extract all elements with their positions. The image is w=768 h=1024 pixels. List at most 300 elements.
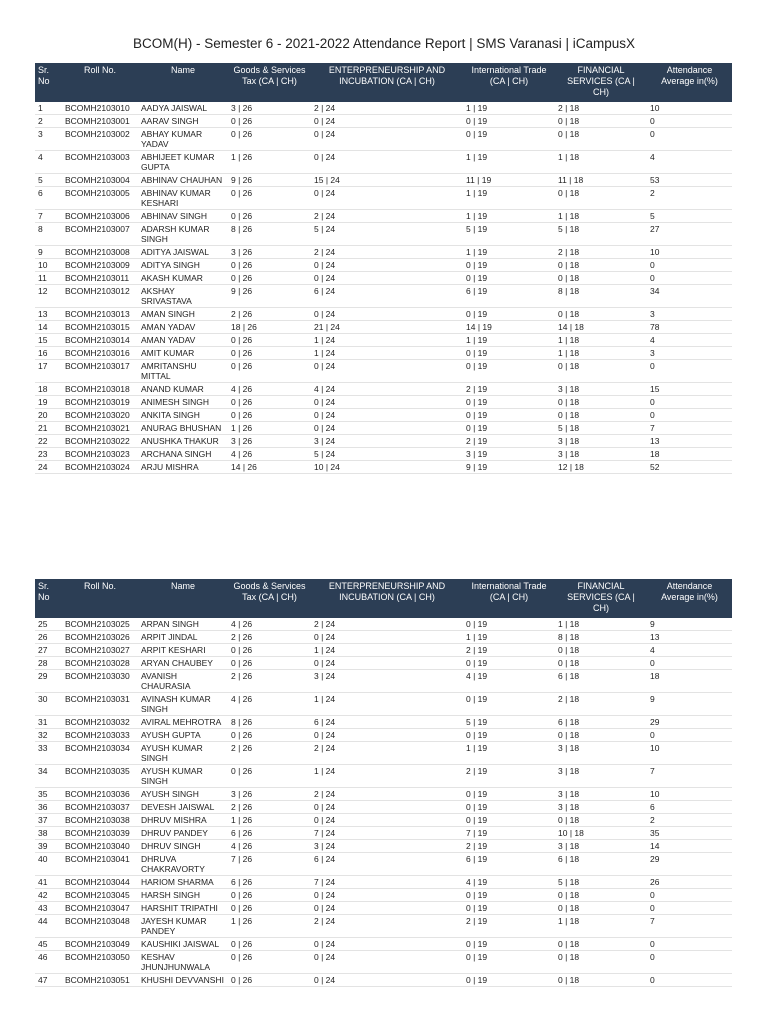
cell-attendance-average: 15 — [647, 383, 732, 396]
cell-roll-no: BCOMH2103038 — [62, 814, 138, 827]
cell-entrepreneurship: 0 | 24 — [311, 814, 463, 827]
cell-roll-no: BCOMH2103035 — [62, 765, 138, 788]
cell-sr-no: 32 — [35, 729, 62, 742]
cell-financial-services: 6 | 18 — [555, 853, 647, 876]
cell-international-trade: 3 | 19 — [463, 448, 555, 461]
cell-sr-no: 11 — [35, 272, 62, 285]
cell-roll-no: BCOMH2103004 — [62, 174, 138, 187]
cell-international-trade: 6 | 19 — [463, 853, 555, 876]
cell-financial-services: 1 | 18 — [555, 334, 647, 347]
cell-entrepreneurship: 3 | 24 — [311, 670, 463, 693]
table-row — [35, 814, 732, 827]
cell-international-trade: 0 | 19 — [463, 259, 555, 272]
cell-financial-services: 3 | 18 — [555, 435, 647, 448]
cell-financial-services: 0 | 18 — [555, 187, 647, 210]
cell-financial-services: 6 | 18 — [555, 670, 647, 693]
cell-financial-services: 14 | 18 — [555, 321, 647, 334]
cell-international-trade: 0 | 19 — [463, 729, 555, 742]
cell-attendance-average: 7 — [647, 915, 732, 938]
cell-roll-no: BCOMH2103017 — [62, 360, 138, 383]
cell-gst: 2 | 26 — [228, 631, 311, 644]
cell-roll-no: BCOMH2103011 — [62, 272, 138, 285]
cell-attendance-average: 6 — [647, 801, 732, 814]
table-row — [35, 951, 732, 974]
report-title: BCOM(H) - Semester 6 - 2021-2022 Attendance Report | SMS Varanasi | iCampusX — [133, 36, 635, 51]
cell-name: ARCHANA SINGH — [138, 448, 228, 461]
cell-international-trade: 0 | 19 — [463, 409, 555, 422]
cell-sr-no: 16 — [35, 347, 62, 360]
cell-financial-services: 0 | 18 — [555, 128, 647, 151]
cell-gst: 8 | 26 — [228, 223, 311, 246]
header-international-trade: International Trade (CA | CH) — [463, 63, 555, 102]
cell-roll-no: BCOMH2103015 — [62, 321, 138, 334]
header-international-trade: International Trade (CA | CH) — [463, 579, 555, 618]
cell-roll-no: BCOMH2103003 — [62, 151, 138, 174]
table-header-row — [35, 579, 732, 618]
table-row — [35, 187, 732, 210]
table-body — [35, 102, 732, 474]
cell-international-trade: 0 | 19 — [463, 889, 555, 902]
cell-attendance-average: 7 — [647, 422, 732, 435]
cell-gst: 1 | 26 — [228, 151, 311, 174]
table-row — [35, 657, 732, 670]
cell-roll-no: BCOMH2103033 — [62, 729, 138, 742]
table-row — [35, 409, 732, 422]
header-attendance-average: Attendance Average in(%) — [647, 579, 732, 618]
cell-sr-no: 12 — [35, 285, 62, 308]
cell-name: ANUSHKA THAKUR — [138, 435, 228, 448]
cell-entrepreneurship: 0 | 24 — [311, 409, 463, 422]
cell-entrepreneurship: 0 | 24 — [311, 889, 463, 902]
cell-name: ADITYA SINGH — [138, 259, 228, 272]
cell-gst: 3 | 26 — [228, 788, 311, 801]
cell-sr-no: 14 — [35, 321, 62, 334]
cell-entrepreneurship: 0 | 24 — [311, 128, 463, 151]
cell-attendance-average: 0 — [647, 938, 732, 951]
cell-name: ADARSH KUMAR SINGH — [138, 223, 228, 246]
cell-sr-no: 39 — [35, 840, 62, 853]
cell-name: HARSHIT TRIPATHI — [138, 902, 228, 915]
cell-entrepreneurship: 0 | 24 — [311, 259, 463, 272]
cell-international-trade: 0 | 19 — [463, 788, 555, 801]
table-row — [35, 128, 732, 151]
header-roll-no: Roll No. — [62, 63, 138, 102]
cell-international-trade: 0 | 19 — [463, 974, 555, 987]
cell-sr-no: 13 — [35, 308, 62, 321]
cell-attendance-average: 27 — [647, 223, 732, 246]
cell-roll-no: BCOMH2103023 — [62, 448, 138, 461]
cell-roll-no: BCOMH2103002 — [62, 128, 138, 151]
cell-gst: 3 | 26 — [228, 435, 311, 448]
cell-gst: 2 | 26 — [228, 742, 311, 765]
cell-financial-services: 0 | 18 — [555, 938, 647, 951]
table-row — [35, 644, 732, 657]
cell-international-trade: 2 | 19 — [463, 765, 555, 788]
cell-entrepreneurship: 0 | 24 — [311, 396, 463, 409]
cell-entrepreneurship: 0 | 24 — [311, 422, 463, 435]
header-financial-services: FINANCIAL SERVICES (CA | CH) — [555, 579, 647, 618]
cell-gst: 0 | 26 — [228, 729, 311, 742]
table-row — [35, 461, 732, 474]
cell-financial-services: 0 | 18 — [555, 259, 647, 272]
cell-attendance-average: 13 — [647, 435, 732, 448]
cell-roll-no: BCOMH2103051 — [62, 974, 138, 987]
table-row — [35, 853, 732, 876]
cell-gst: 3 | 26 — [228, 102, 311, 115]
cell-gst: 1 | 26 — [228, 422, 311, 435]
cell-international-trade: 0 | 19 — [463, 422, 555, 435]
table-row — [35, 618, 732, 631]
cell-international-trade: 1 | 19 — [463, 334, 555, 347]
cell-financial-services: 3 | 18 — [555, 840, 647, 853]
cell-sr-no: 9 — [35, 246, 62, 259]
cell-international-trade: 0 | 19 — [463, 115, 555, 128]
cell-name: AMAN SINGH — [138, 308, 228, 321]
cell-gst: 6 | 26 — [228, 876, 311, 889]
cell-attendance-average: 0 — [647, 396, 732, 409]
cell-roll-no: BCOMH2103047 — [62, 902, 138, 915]
header-entrepreneurship: ENTERPRENEURSHIP AND INCUBATION (CA | CH) — [311, 579, 463, 618]
cell-attendance-average: 34 — [647, 285, 732, 308]
cell-entrepreneurship: 2 | 24 — [311, 915, 463, 938]
cell-sr-no: 37 — [35, 814, 62, 827]
cell-entrepreneurship: 1 | 24 — [311, 765, 463, 788]
cell-roll-no: BCOMH2103050 — [62, 951, 138, 974]
cell-roll-no: BCOMH2103040 — [62, 840, 138, 853]
cell-roll-no: BCOMH2103045 — [62, 889, 138, 902]
cell-international-trade: 2 | 19 — [463, 644, 555, 657]
cell-attendance-average: 14 — [647, 840, 732, 853]
cell-attendance-average: 3 — [647, 347, 732, 360]
cell-sr-no: 42 — [35, 889, 62, 902]
cell-financial-services: 3 | 18 — [555, 801, 647, 814]
cell-sr-no: 45 — [35, 938, 62, 951]
cell-entrepreneurship: 0 | 24 — [311, 115, 463, 128]
table-row — [35, 259, 732, 272]
cell-attendance-average: 0 — [647, 951, 732, 974]
cell-financial-services: 0 | 18 — [555, 974, 647, 987]
cell-international-trade: 0 | 19 — [463, 347, 555, 360]
cell-gst: 0 | 26 — [228, 657, 311, 670]
table-row — [35, 360, 732, 383]
cell-financial-services: 0 | 18 — [555, 396, 647, 409]
cell-attendance-average: 4 — [647, 644, 732, 657]
header-attendance-average: Attendance Average in(%) — [647, 63, 732, 102]
cell-sr-no: 47 — [35, 974, 62, 987]
cell-international-trade: 0 | 19 — [463, 618, 555, 631]
cell-financial-services: 1 | 18 — [555, 347, 647, 360]
cell-roll-no: BCOMH2103020 — [62, 409, 138, 422]
cell-gst: 6 | 26 — [228, 827, 311, 840]
table-row — [35, 272, 732, 285]
cell-entrepreneurship: 5 | 24 — [311, 448, 463, 461]
cell-entrepreneurship: 1 | 24 — [311, 693, 463, 716]
cell-entrepreneurship: 2 | 24 — [311, 210, 463, 223]
cell-financial-services: 0 | 18 — [555, 409, 647, 422]
cell-name: DHRUVA CHAKRAVORTY — [138, 853, 228, 876]
cell-sr-no: 43 — [35, 902, 62, 915]
cell-roll-no: BCOMH2103030 — [62, 670, 138, 693]
cell-sr-no: 44 — [35, 915, 62, 938]
cell-international-trade: 2 | 19 — [463, 915, 555, 938]
cell-entrepreneurship: 0 | 24 — [311, 974, 463, 987]
cell-sr-no: 34 — [35, 765, 62, 788]
cell-international-trade: 5 | 19 — [463, 716, 555, 729]
cell-entrepreneurship: 15 | 24 — [311, 174, 463, 187]
table-row — [35, 210, 732, 223]
cell-sr-no: 4 — [35, 151, 62, 174]
cell-entrepreneurship: 0 | 24 — [311, 729, 463, 742]
cell-name: AMAN YADAV — [138, 334, 228, 347]
cell-attendance-average: 0 — [647, 902, 732, 915]
cell-sr-no: 15 — [35, 334, 62, 347]
cell-gst: 1 | 26 — [228, 915, 311, 938]
cell-gst: 0 | 26 — [228, 187, 311, 210]
cell-roll-no: BCOMH2103039 — [62, 827, 138, 840]
cell-financial-services: 1 | 18 — [555, 151, 647, 174]
cell-entrepreneurship: 1 | 24 — [311, 644, 463, 657]
cell-roll-no: BCOMH2103034 — [62, 742, 138, 765]
cell-gst: 4 | 26 — [228, 618, 311, 631]
cell-attendance-average: 29 — [647, 716, 732, 729]
cell-name: ARPIT KESHARI — [138, 644, 228, 657]
cell-gst: 0 | 26 — [228, 396, 311, 409]
table-row — [35, 716, 732, 729]
cell-gst: 2 | 26 — [228, 801, 311, 814]
cell-gst: 4 | 26 — [228, 448, 311, 461]
cell-entrepreneurship: 2 | 24 — [311, 742, 463, 765]
table-row — [35, 693, 732, 716]
cell-gst: 0 | 26 — [228, 765, 311, 788]
cell-roll-no: BCOMH2103019 — [62, 396, 138, 409]
cell-entrepreneurship: 0 | 24 — [311, 631, 463, 644]
cell-entrepreneurship: 6 | 24 — [311, 285, 463, 308]
table-row — [35, 840, 732, 853]
cell-name: JAYESH KUMAR PANDEY — [138, 915, 228, 938]
cell-sr-no: 2 — [35, 115, 62, 128]
cell-attendance-average: 10 — [647, 246, 732, 259]
cell-financial-services: 5 | 18 — [555, 223, 647, 246]
cell-name: ARPIT JINDAL — [138, 631, 228, 644]
cell-financial-services: 0 | 18 — [555, 889, 647, 902]
cell-sr-no: 40 — [35, 853, 62, 876]
cell-financial-services: 5 | 18 — [555, 422, 647, 435]
table-row — [35, 729, 732, 742]
cell-international-trade: 0 | 19 — [463, 951, 555, 974]
table-row — [35, 151, 732, 174]
cell-name: AARAV SINGH — [138, 115, 228, 128]
header-financial-services: FINANCIAL SERVICES (CA | CH) — [555, 63, 647, 102]
cell-sr-no: 46 — [35, 951, 62, 974]
cell-sr-no: 25 — [35, 618, 62, 631]
cell-international-trade: 0 | 19 — [463, 396, 555, 409]
cell-name: AADYA JAISWAL — [138, 102, 228, 115]
cell-entrepreneurship: 1 | 24 — [311, 347, 463, 360]
cell-name: ARJU MISHRA — [138, 461, 228, 474]
cell-name: HARSH SINGH — [138, 889, 228, 902]
cell-international-trade: 0 | 19 — [463, 308, 555, 321]
header-sr-no: Sr. No — [35, 63, 62, 102]
cell-name: AYUSH GUPTA — [138, 729, 228, 742]
cell-attendance-average: 2 — [647, 187, 732, 210]
cell-entrepreneurship: 6 | 24 — [311, 853, 463, 876]
cell-attendance-average: 0 — [647, 409, 732, 422]
table-row — [35, 115, 732, 128]
cell-sr-no: 35 — [35, 788, 62, 801]
table-row — [35, 223, 732, 246]
cell-international-trade: 1 | 19 — [463, 210, 555, 223]
cell-name: ABHINAV CHAUHAN — [138, 174, 228, 187]
cell-entrepreneurship: 0 | 24 — [311, 801, 463, 814]
cell-international-trade: 0 | 19 — [463, 128, 555, 151]
cell-entrepreneurship: 6 | 24 — [311, 716, 463, 729]
table-row — [35, 347, 732, 360]
cell-gst: 4 | 26 — [228, 840, 311, 853]
cell-attendance-average: 10 — [647, 788, 732, 801]
table-header-row — [35, 63, 732, 102]
cell-sr-no: 24 — [35, 461, 62, 474]
cell-sr-no: 28 — [35, 657, 62, 670]
cell-international-trade: 0 | 19 — [463, 272, 555, 285]
cell-entrepreneurship: 0 | 24 — [311, 938, 463, 951]
table-row — [35, 788, 732, 801]
cell-name: AMRITANSHU MITTAL — [138, 360, 228, 383]
cell-international-trade: 4 | 19 — [463, 670, 555, 693]
cell-sr-no: 41 — [35, 876, 62, 889]
cell-gst: 0 | 26 — [228, 360, 311, 383]
table-row — [35, 902, 732, 915]
cell-gst: 8 | 26 — [228, 716, 311, 729]
cell-entrepreneurship: 2 | 24 — [311, 246, 463, 259]
cell-attendance-average: 9 — [647, 618, 732, 631]
table-row — [35, 422, 732, 435]
table-row — [35, 915, 732, 938]
cell-name: DHRUV PANDEY — [138, 827, 228, 840]
cell-roll-no: BCOMH2103024 — [62, 461, 138, 474]
cell-sr-no: 18 — [35, 383, 62, 396]
cell-name: ANAND KUMAR — [138, 383, 228, 396]
cell-international-trade: 1 | 19 — [463, 246, 555, 259]
cell-roll-no: BCOMH2103005 — [62, 187, 138, 210]
cell-name: AVIRAL MEHROTRA — [138, 716, 228, 729]
table-row — [35, 974, 732, 987]
cell-name: KAUSHIKI JAISWAL — [138, 938, 228, 951]
cell-name: AYUSH KUMAR SINGH — [138, 742, 228, 765]
cell-attendance-average: 10 — [647, 102, 732, 115]
table-body — [35, 618, 732, 987]
cell-financial-services: 0 | 18 — [555, 814, 647, 827]
cell-gst: 2 | 26 — [228, 308, 311, 321]
cell-attendance-average: 53 — [647, 174, 732, 187]
cell-roll-no: BCOMH2103016 — [62, 347, 138, 360]
cell-international-trade: 1 | 19 — [463, 151, 555, 174]
cell-roll-no: BCOMH2103031 — [62, 693, 138, 716]
cell-financial-services: 3 | 18 — [555, 448, 647, 461]
attendance-table-2 — [35, 579, 732, 987]
cell-roll-no: BCOMH2103012 — [62, 285, 138, 308]
cell-financial-services: 3 | 18 — [555, 788, 647, 801]
cell-financial-services: 2 | 18 — [555, 246, 647, 259]
cell-name: AKASH KUMAR — [138, 272, 228, 285]
cell-financial-services: 11 | 18 — [555, 174, 647, 187]
cell-international-trade: 1 | 19 — [463, 742, 555, 765]
cell-gst: 2 | 26 — [228, 670, 311, 693]
table-row — [35, 889, 732, 902]
cell-name: AYUSH SINGH — [138, 788, 228, 801]
cell-roll-no: BCOMH2103007 — [62, 223, 138, 246]
cell-attendance-average: 0 — [647, 115, 732, 128]
cell-sr-no: 36 — [35, 801, 62, 814]
cell-roll-no: BCOMH2103018 — [62, 383, 138, 396]
table-row — [35, 334, 732, 347]
cell-roll-no: BCOMH2103014 — [62, 334, 138, 347]
cell-sr-no: 7 — [35, 210, 62, 223]
cell-sr-no: 33 — [35, 742, 62, 765]
cell-name: DHRUV SINGH — [138, 840, 228, 853]
cell-financial-services: 6 | 18 — [555, 716, 647, 729]
cell-financial-services: 5 | 18 — [555, 876, 647, 889]
header-gst: Goods & Services Tax (CA | CH) — [228, 63, 311, 102]
cell-gst: 0 | 26 — [228, 272, 311, 285]
cell-roll-no: BCOMH2103049 — [62, 938, 138, 951]
cell-entrepreneurship: 5 | 24 — [311, 223, 463, 246]
cell-roll-no: BCOMH2103048 — [62, 915, 138, 938]
cell-financial-services: 1 | 18 — [555, 210, 647, 223]
cell-name: AVANISH CHAURASIA — [138, 670, 228, 693]
cell-financial-services: 0 | 18 — [555, 644, 647, 657]
cell-sr-no: 29 — [35, 670, 62, 693]
cell-gst: 0 | 26 — [228, 128, 311, 151]
cell-entrepreneurship: 2 | 24 — [311, 788, 463, 801]
cell-financial-services: 0 | 18 — [555, 308, 647, 321]
cell-entrepreneurship: 2 | 24 — [311, 618, 463, 631]
cell-sr-no: 27 — [35, 644, 62, 657]
cell-gst: 0 | 26 — [228, 644, 311, 657]
cell-sr-no: 20 — [35, 409, 62, 422]
cell-financial-services: 1 | 18 — [555, 618, 647, 631]
table-row — [35, 396, 732, 409]
cell-attendance-average: 18 — [647, 448, 732, 461]
cell-sr-no: 38 — [35, 827, 62, 840]
header-entrepreneurship: ENTERPRENEURSHIP AND INCUBATION (CA | CH) — [311, 63, 463, 102]
cell-financial-services: 0 | 18 — [555, 360, 647, 383]
table-row — [35, 383, 732, 396]
table-row — [35, 246, 732, 259]
cell-gst: 4 | 26 — [228, 693, 311, 716]
cell-international-trade: 5 | 19 — [463, 223, 555, 246]
cell-entrepreneurship: 0 | 24 — [311, 272, 463, 285]
cell-international-trade: 11 | 19 — [463, 174, 555, 187]
table-row — [35, 938, 732, 951]
cell-financial-services: 0 | 18 — [555, 272, 647, 285]
cell-name: ANKITA SINGH — [138, 409, 228, 422]
cell-attendance-average: 35 — [647, 827, 732, 840]
cell-attendance-average: 0 — [647, 889, 732, 902]
cell-gst: 0 | 26 — [228, 347, 311, 360]
cell-attendance-average: 10 — [647, 742, 732, 765]
cell-entrepreneurship: 0 | 24 — [311, 308, 463, 321]
cell-international-trade: 0 | 19 — [463, 902, 555, 915]
cell-name: ANURAG BHUSHAN — [138, 422, 228, 435]
cell-international-trade: 7 | 19 — [463, 827, 555, 840]
table-row — [35, 102, 732, 115]
cell-name: ANIMESH SINGH — [138, 396, 228, 409]
header-gst: Goods & Services Tax (CA | CH) — [228, 579, 311, 618]
cell-roll-no: BCOMH2103032 — [62, 716, 138, 729]
cell-roll-no: BCOMH2103001 — [62, 115, 138, 128]
cell-international-trade: 2 | 19 — [463, 840, 555, 853]
cell-entrepreneurship: 3 | 24 — [311, 840, 463, 853]
